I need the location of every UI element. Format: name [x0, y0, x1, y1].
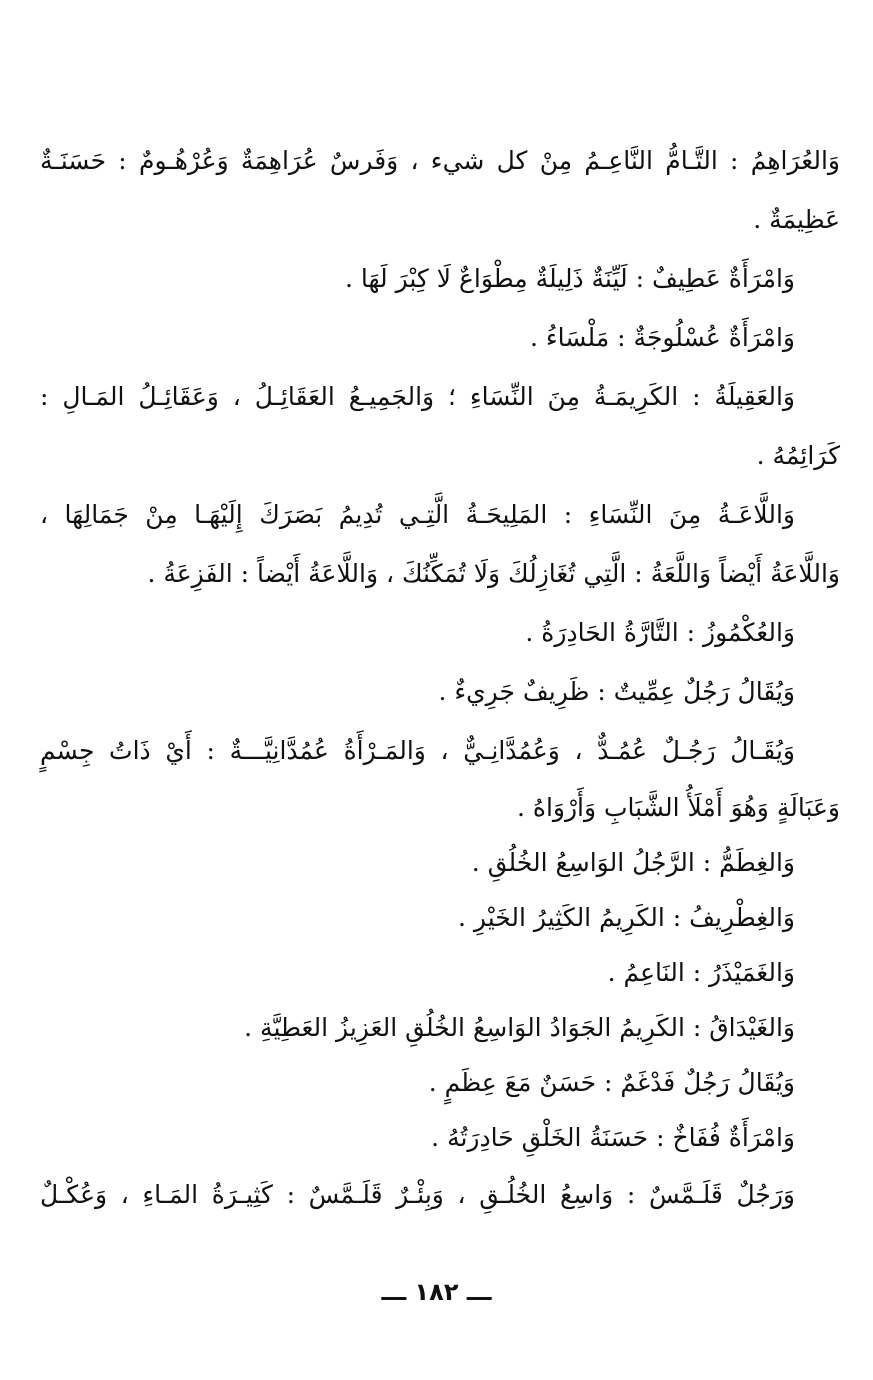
text-line: وَامْرَأَةٌ عَطِيفٌ : لَيِّنَةٌ ذَلِيلَةٌ مِطْوَاعٌ لَا كِبْرَ لَهَا .	[345, 264, 795, 293]
text-line: وَالعَقِيلَةُ : الكَرِيمَـةُ مِنَ النِّسَاءِ ؛ وَالجَمِيـعُ العَقَائِـلُ ، وَعَقَائِـلُ المَـالِ :	[40, 382, 795, 411]
text-line: وَاللَّاعَةُ أَيْضاً وَاللَّعَةُ : الَّتِي تُغَازِلُكَ وَلَا تُمَكِّنُكَ ، وَاللَّاعَةُ أَيْضاً : الفَزِعَةُ .	[147, 559, 840, 588]
text-line: وَالعُكْمُوزُ : التَّارَّةُ الحَادِرَةُ .	[525, 618, 795, 647]
text-line: وَالغِطَمُّ : الرَّجُلُ الوَاسِعُ الخُلُقِ .	[471, 848, 795, 877]
text-line: كَرَائِمُهُ .	[756, 441, 840, 470]
page-body-text	[40, 131, 840, 1224]
page-number: ـــ ١٨٢ ـــ	[381, 1278, 492, 1306]
text-line: وَامْرَأَةٌ عُسْلُوجَةٌ : مَلْسَاءُ .	[529, 323, 795, 352]
text-line: وَامْرَأَةٌ فُفَاخٌ : حَسَنَةُ الخَلْقِ حَادِرَتُهُ .	[431, 1123, 795, 1152]
text-line: وَالعُرَاهِمُ : التَّـامُّ النَّاعِـمُ مِنْ كل شيء ، وَفَرسٌ عُرَاهِمَةٌ وَعُرْهُـومٌ : حَسَنَـةٌ	[40, 146, 840, 175]
text-line: وَعَبَالَةٍ وَهُوَ أَمْلَأُ الشَّبَابِ وَأَرْوَاهُ .	[516, 793, 840, 822]
text-line: وَالغِطْرِيفُ : الكَرِيمُ الكَثِيرُ الخَيْرِ .	[458, 903, 795, 932]
text-line: وَاللَّاعَـةُ مِنَ النِّسَاءِ : المَلِيحَـةُ الَّتِـي تُدِيمُ بَصَرَكَ إِلَيْهَـا مِنْ جَمَالِهَا ،	[40, 500, 795, 529]
text-line: وَيُقَالُ رَجُلٌ عِمِّيتٌ : ظَرِيفٌ جَرِيءٌ .	[438, 677, 795, 706]
text-line: عَظِيمَةٌ .	[753, 205, 840, 234]
text-line: وَالغَمَيْذَرُ : النَاعِمُ .	[607, 958, 795, 987]
text-line: وَيُقَـالُ رَجُـلٌ عُمُـدٌّ ، وَعُمُدَّانِـيٌّ ، وَالمَـرْأَةُ عُمُدَّانِيَّـــةٌ : أَيْ ذَاتُ جِسْمٍ	[40, 736, 795, 765]
text-line: وَرَجُلٌ قَلَـمَّسٌ : وَاسِعُ الخُلُـقِ ، وَبِئْـرٌ قَلَـمَّسٌ : كَثِيـرَةُ المَـاءِ ، وَعُكْـلٌ	[40, 1180, 795, 1209]
text-line: وَيُقَالُ رَجُلٌ فَدْغَمٌ : حَسَنٌ مَعَ عِظَمٍ .	[428, 1068, 795, 1097]
text-line: وَالغَيْدَاقُ : الكَرِيمُ الجَوَادُ الوَاسِعُ الخُلُقِ العَزِيزُ العَطِيَّةِ .	[244, 1013, 795, 1042]
